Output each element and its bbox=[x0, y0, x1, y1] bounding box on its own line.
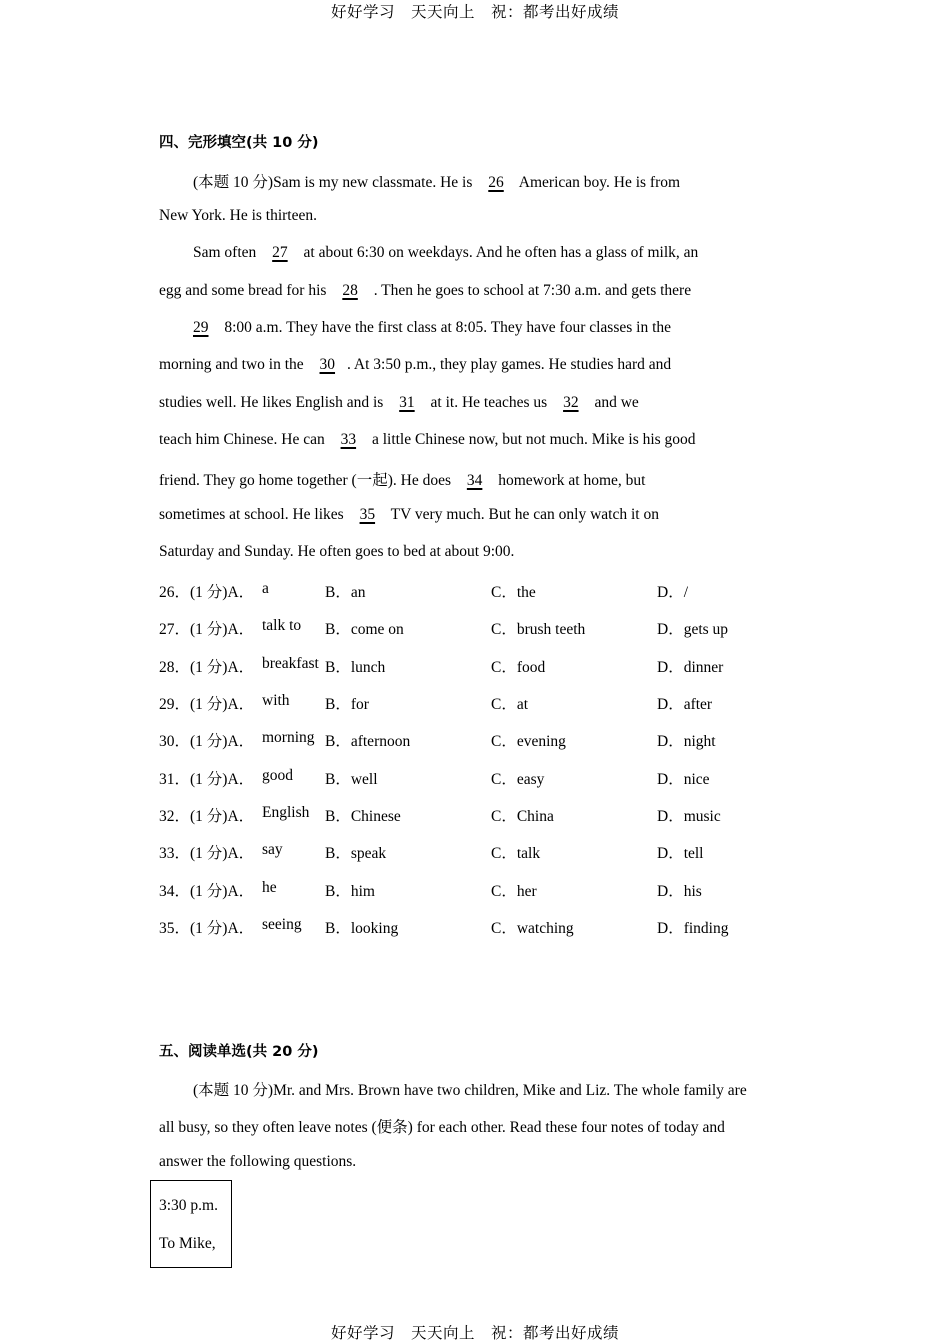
option-c[interactable]: C．China bbox=[491, 808, 554, 825]
page-header-banner: 好好学习 天天向上 祝：都考出好成绩 bbox=[330, 4, 619, 21]
option-b[interactable]: B．come on bbox=[325, 621, 404, 638]
option-d[interactable]: D．finding bbox=[657, 920, 729, 937]
option-c[interactable]: C．evening bbox=[491, 733, 566, 750]
option-c[interactable]: C．her bbox=[491, 883, 537, 900]
passage-line: New York. He is thirteen. bbox=[159, 207, 317, 224]
option-a[interactable]: breakfast bbox=[262, 655, 319, 672]
option-b[interactable]: B．looking bbox=[325, 920, 399, 937]
question-number: 27．(1 分)A． bbox=[159, 621, 255, 638]
note-recipient: To Mike, bbox=[159, 1235, 216, 1252]
option-d[interactable]: D．gets up bbox=[657, 621, 729, 638]
passage-line: (本题 10 分)Sam is my new classmate. He is 26 American boy. He is from bbox=[193, 174, 681, 191]
option-b[interactable]: B．an bbox=[325, 584, 366, 601]
question-number: 34．(1 分)A． bbox=[159, 883, 255, 900]
passage-line: 29 8:00 a.m. They have the first class at 8:05. They have four classes in the bbox=[159, 319, 671, 337]
question-row bbox=[159, 916, 799, 938]
question-number: 35．(1 分)A． bbox=[159, 920, 255, 937]
question-row bbox=[159, 729, 799, 751]
option-a[interactable]: with bbox=[262, 692, 290, 709]
blank-31[interactable]: 31 bbox=[399, 394, 415, 411]
question-row bbox=[159, 655, 799, 677]
question-number: 30．(1 分)A． bbox=[159, 733, 255, 750]
option-c[interactable]: C．talk bbox=[491, 845, 541, 862]
question-number: 29．(1 分)A． bbox=[159, 696, 255, 713]
blank-35[interactable]: 35 bbox=[359, 506, 376, 523]
option-d[interactable]: D．after bbox=[657, 696, 713, 713]
blank-28[interactable]: 28 bbox=[342, 282, 358, 299]
blank-29[interactable]: 29 bbox=[193, 319, 209, 336]
option-a[interactable]: talk to bbox=[262, 617, 302, 634]
option-c[interactable]: C．watching bbox=[491, 920, 574, 937]
question-number: 28．(1 分)A． bbox=[159, 659, 255, 676]
blank-33[interactable]: 33 bbox=[340, 431, 357, 448]
passage-line: Sam often 27 at about 6:30 on weekdays. And he often has a glass of milk, an bbox=[193, 244, 699, 261]
option-a[interactable]: say bbox=[262, 841, 283, 858]
passage-line: sometimes at school. He likes 35 TV very much. But he can only watch it on bbox=[159, 506, 659, 523]
option-d[interactable]: D．his bbox=[657, 883, 702, 900]
option-b[interactable]: B．speak bbox=[325, 845, 387, 862]
question-number: 31．(1 分)A． bbox=[159, 771, 255, 788]
question-row bbox=[159, 692, 799, 714]
option-a[interactable]: English bbox=[262, 804, 310, 821]
intro-line: (本题 10 分)Mr. and Mrs. Brown have two children, Mike and Liz. The whole family are bbox=[193, 1082, 747, 1099]
option-c[interactable]: C．easy bbox=[491, 771, 545, 788]
intro-line: answer the following questions. bbox=[159, 1153, 357, 1170]
question-row bbox=[159, 841, 799, 863]
passage-line: morning and two in the 30 . At 3:50 p.m., they play games. He studies hard and bbox=[159, 356, 672, 373]
question-row bbox=[159, 617, 799, 639]
option-a[interactable]: a bbox=[262, 580, 269, 597]
note-time: 3:30 p.m. bbox=[159, 1197, 218, 1214]
passage-line: studies well. He likes English and is 31 at it. He teaches us 32 and we bbox=[159, 394, 639, 411]
question-row bbox=[159, 804, 799, 826]
question-number: 33．(1 分)A． bbox=[159, 845, 255, 862]
option-b[interactable]: B．him bbox=[325, 883, 375, 900]
passage-line: friend. They go home together (一起). He does 34 homework at home, but bbox=[159, 472, 646, 489]
question-row bbox=[159, 580, 799, 602]
option-b[interactable]: B．Chinese bbox=[325, 808, 401, 825]
blank-30[interactable]: 30 bbox=[319, 356, 336, 373]
option-c[interactable]: C．food bbox=[491, 659, 546, 676]
passage-line: Saturday and Sunday. He often goes to bed at about 9:00. bbox=[159, 543, 515, 560]
option-c[interactable]: C．brush teeth bbox=[491, 621, 586, 638]
passage-line: egg and some bread for his 28 . Then he goes to school at 7:30 a.m. and gets there bbox=[159, 282, 692, 299]
option-a[interactable]: seeing bbox=[262, 916, 302, 933]
intro-line: all busy, so they often leave notes (便条) for each other. Read these four notes of today and bbox=[159, 1119, 725, 1136]
option-d[interactable]: D．nice bbox=[657, 771, 710, 788]
note-box bbox=[150, 1180, 232, 1268]
page-footer-banner: 好好学习 天天向上 祝：都考出好成绩 bbox=[330, 1325, 619, 1342]
section-5-heading: 五、阅读单选(共 20 分) bbox=[159, 1044, 319, 1060]
blank-26[interactable]: 26 bbox=[488, 174, 504, 191]
section-4-heading: 四、完形填空(共 10 分) bbox=[159, 135, 319, 151]
option-d[interactable]: D．night bbox=[657, 733, 716, 750]
blank-32[interactable]: 32 bbox=[563, 394, 579, 411]
option-c[interactable]: C．at bbox=[491, 696, 529, 713]
option-d[interactable]: D．music bbox=[657, 808, 721, 825]
question-number: 26．(1 分)A． bbox=[159, 584, 255, 601]
option-d[interactable]: D．tell bbox=[657, 845, 704, 862]
blank-27[interactable]: 27 bbox=[272, 244, 288, 261]
option-b[interactable]: B．for bbox=[325, 696, 369, 713]
option-c[interactable]: C．the bbox=[491, 584, 536, 601]
option-a[interactable]: good bbox=[262, 767, 293, 784]
option-b[interactable]: B．lunch bbox=[325, 659, 386, 676]
option-d[interactable]: D．dinner bbox=[657, 659, 724, 676]
option-a[interactable]: he bbox=[262, 879, 277, 896]
blank-34[interactable]: 34 bbox=[466, 472, 483, 489]
option-d[interactable]: D．/ bbox=[657, 584, 689, 601]
question-row bbox=[159, 879, 799, 901]
question-row bbox=[159, 767, 799, 789]
question-number: 32．(1 分)A． bbox=[159, 808, 255, 825]
option-a[interactable]: morning bbox=[262, 729, 315, 746]
option-b[interactable]: B．well bbox=[325, 771, 378, 788]
passage-line: teach him Chinese. He can 33 a little Chinese now, but not much. Mike is his good bbox=[159, 431, 696, 448]
option-b[interactable]: B．afternoon bbox=[325, 733, 411, 750]
